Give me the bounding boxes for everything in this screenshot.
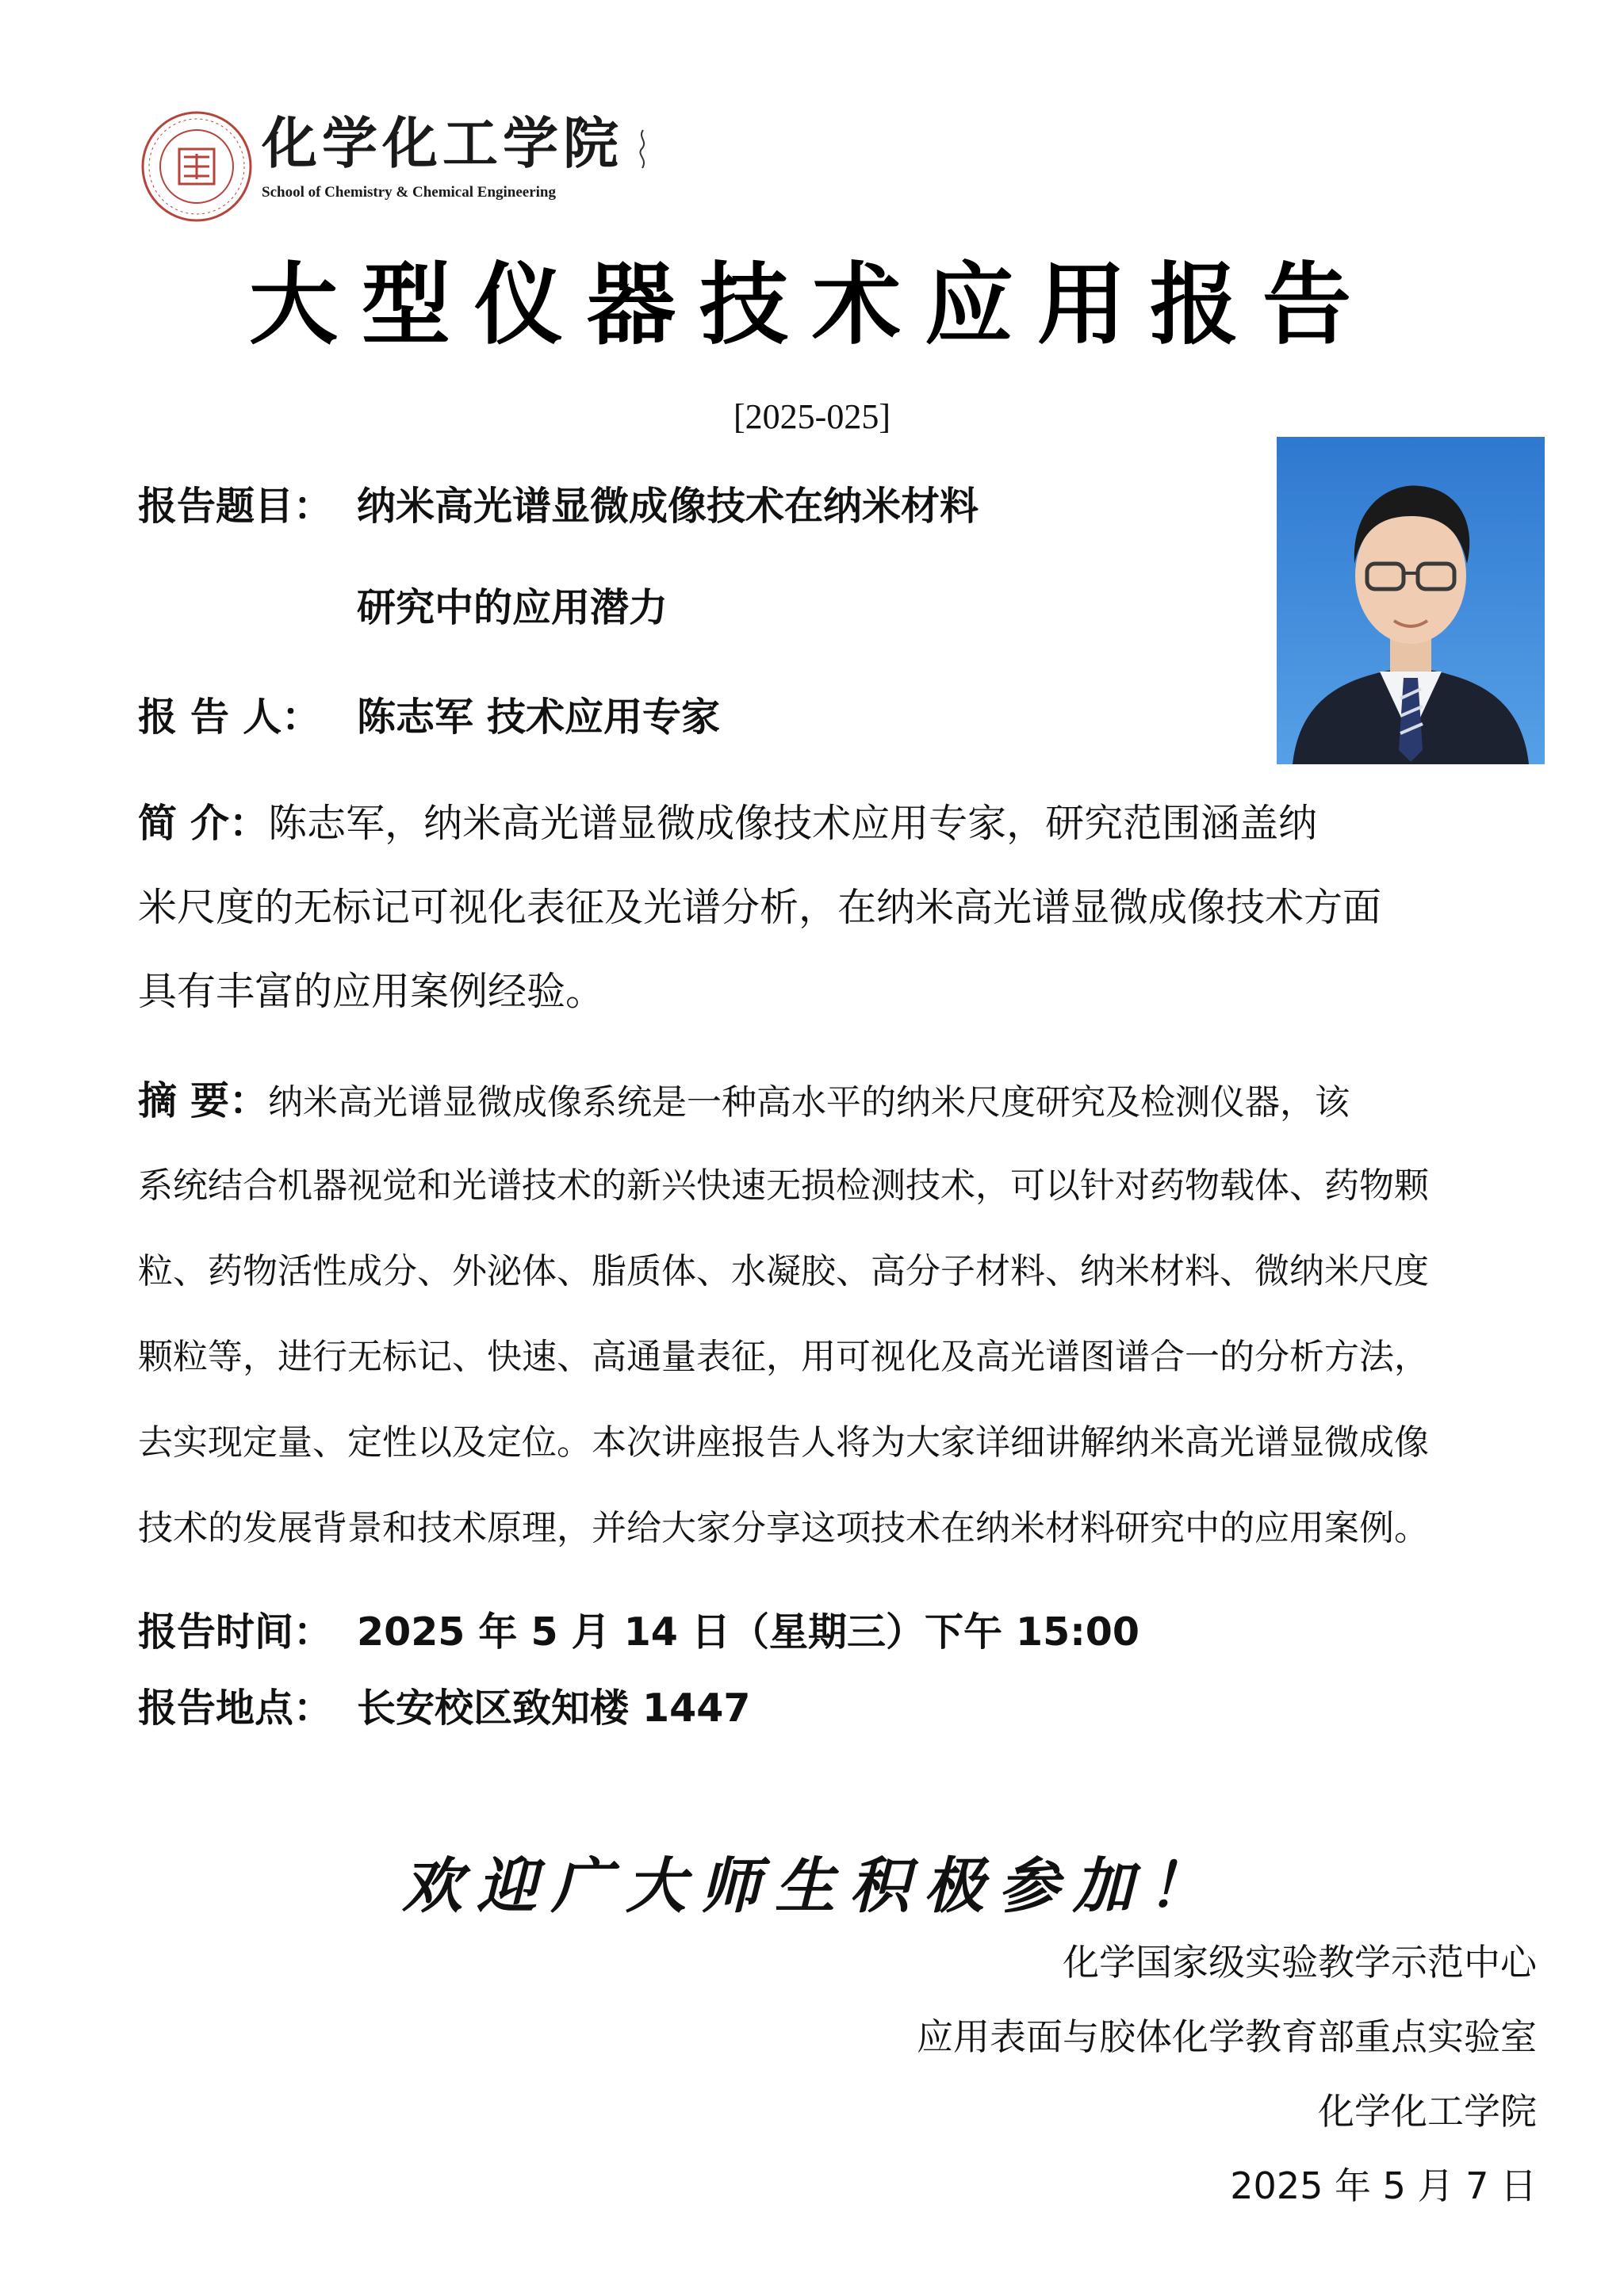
abstract-line-1	[138, 1078, 1545, 1123]
footer-date: 2025 年 5 月 7 日	[1230, 2164, 1537, 2207]
abstract-line-5: 去实现定量、定性以及定位。本次讲座报告人将为大家详细讲解纳米高光谱显微成像	[138, 1422, 1429, 1463]
footer-org-1: 化学国家级实验教学示范中心	[1063, 1941, 1537, 1984]
report-serial-number: [2025-025]	[733, 397, 891, 436]
place-label: 报告地点：	[138, 1686, 333, 1731]
university-seal-icon	[140, 109, 254, 224]
intro-line-1	[138, 801, 1545, 846]
speaker-photo	[1277, 437, 1545, 764]
intro-text-1: 陈志军，纳米高光谱显微成像技术应用专家，研究范围涵盖纳	[268, 801, 1318, 846]
topic-label: 报告题目：	[138, 484, 333, 529]
abstract-label: 摘 要：	[138, 1078, 269, 1123]
speaker-value: 陈志军 技术应用专家	[357, 695, 721, 740]
welcome-message: 欢迎广大师生积极参加！	[402, 1850, 1222, 1921]
topic-line-1: 纳米高光谱显微成像技术在纳米材料	[357, 484, 979, 529]
abstract-line-2: 系统结合机器视觉和光谱技术的新兴快速无损检测技术，可以针对药物载体、药物颗	[138, 1165, 1429, 1206]
abstract-line-6: 技术的发展背景和技术原理，并给大家分享这项技术在纳米材料研究中的应用案例。	[138, 1508, 1429, 1548]
school-name-cn: 化学化工学院	[262, 111, 623, 176]
abstract-line-3: 粒、药物活性成分、外泌体、脂质体、水凝胶、高分子材料、纳米材料、微纳米尺度	[138, 1251, 1429, 1292]
page-title: 大型仪器技术应用报告	[249, 254, 1375, 357]
intro-label: 简 介：	[138, 801, 269, 846]
intro-line-2: 米尺度的无标记可视化表征及光谱分析，在纳米高光谱显微成像技术方面	[138, 885, 1382, 930]
intro-line-3: 具有丰富的应用案例经验。	[138, 969, 605, 1014]
speaker-label: 报 告 人：	[138, 695, 321, 740]
footer-org-3: 化学化工学院	[1318, 2090, 1537, 2133]
time-label: 报告时间：	[138, 1609, 333, 1655]
place-value: 长安校区致知楼 1447	[357, 1686, 751, 1731]
abstract-line-4: 颗粒等，进行无标记、快速、高通量表征，用可视化及高光谱图谱合一的分析方法，	[138, 1337, 1429, 1377]
time-value: 2025 年 5 月 14 日（星期三）下午 15:00	[357, 1609, 1139, 1655]
topic-line-2: 研究中的应用潜力	[357, 585, 668, 630]
school-name-en: School of Chemistry & Chemical Engineering	[262, 184, 557, 201]
abstract-text-1: 纳米高光谱显微成像系统是一种高水平的纳米尺度研究及检测仪器，该	[268, 1082, 1350, 1123]
calligraphy-signature-mark	[634, 127, 652, 174]
footer-org-2: 应用表面与胶体化学教育部重点实验室	[917, 2015, 1537, 2058]
